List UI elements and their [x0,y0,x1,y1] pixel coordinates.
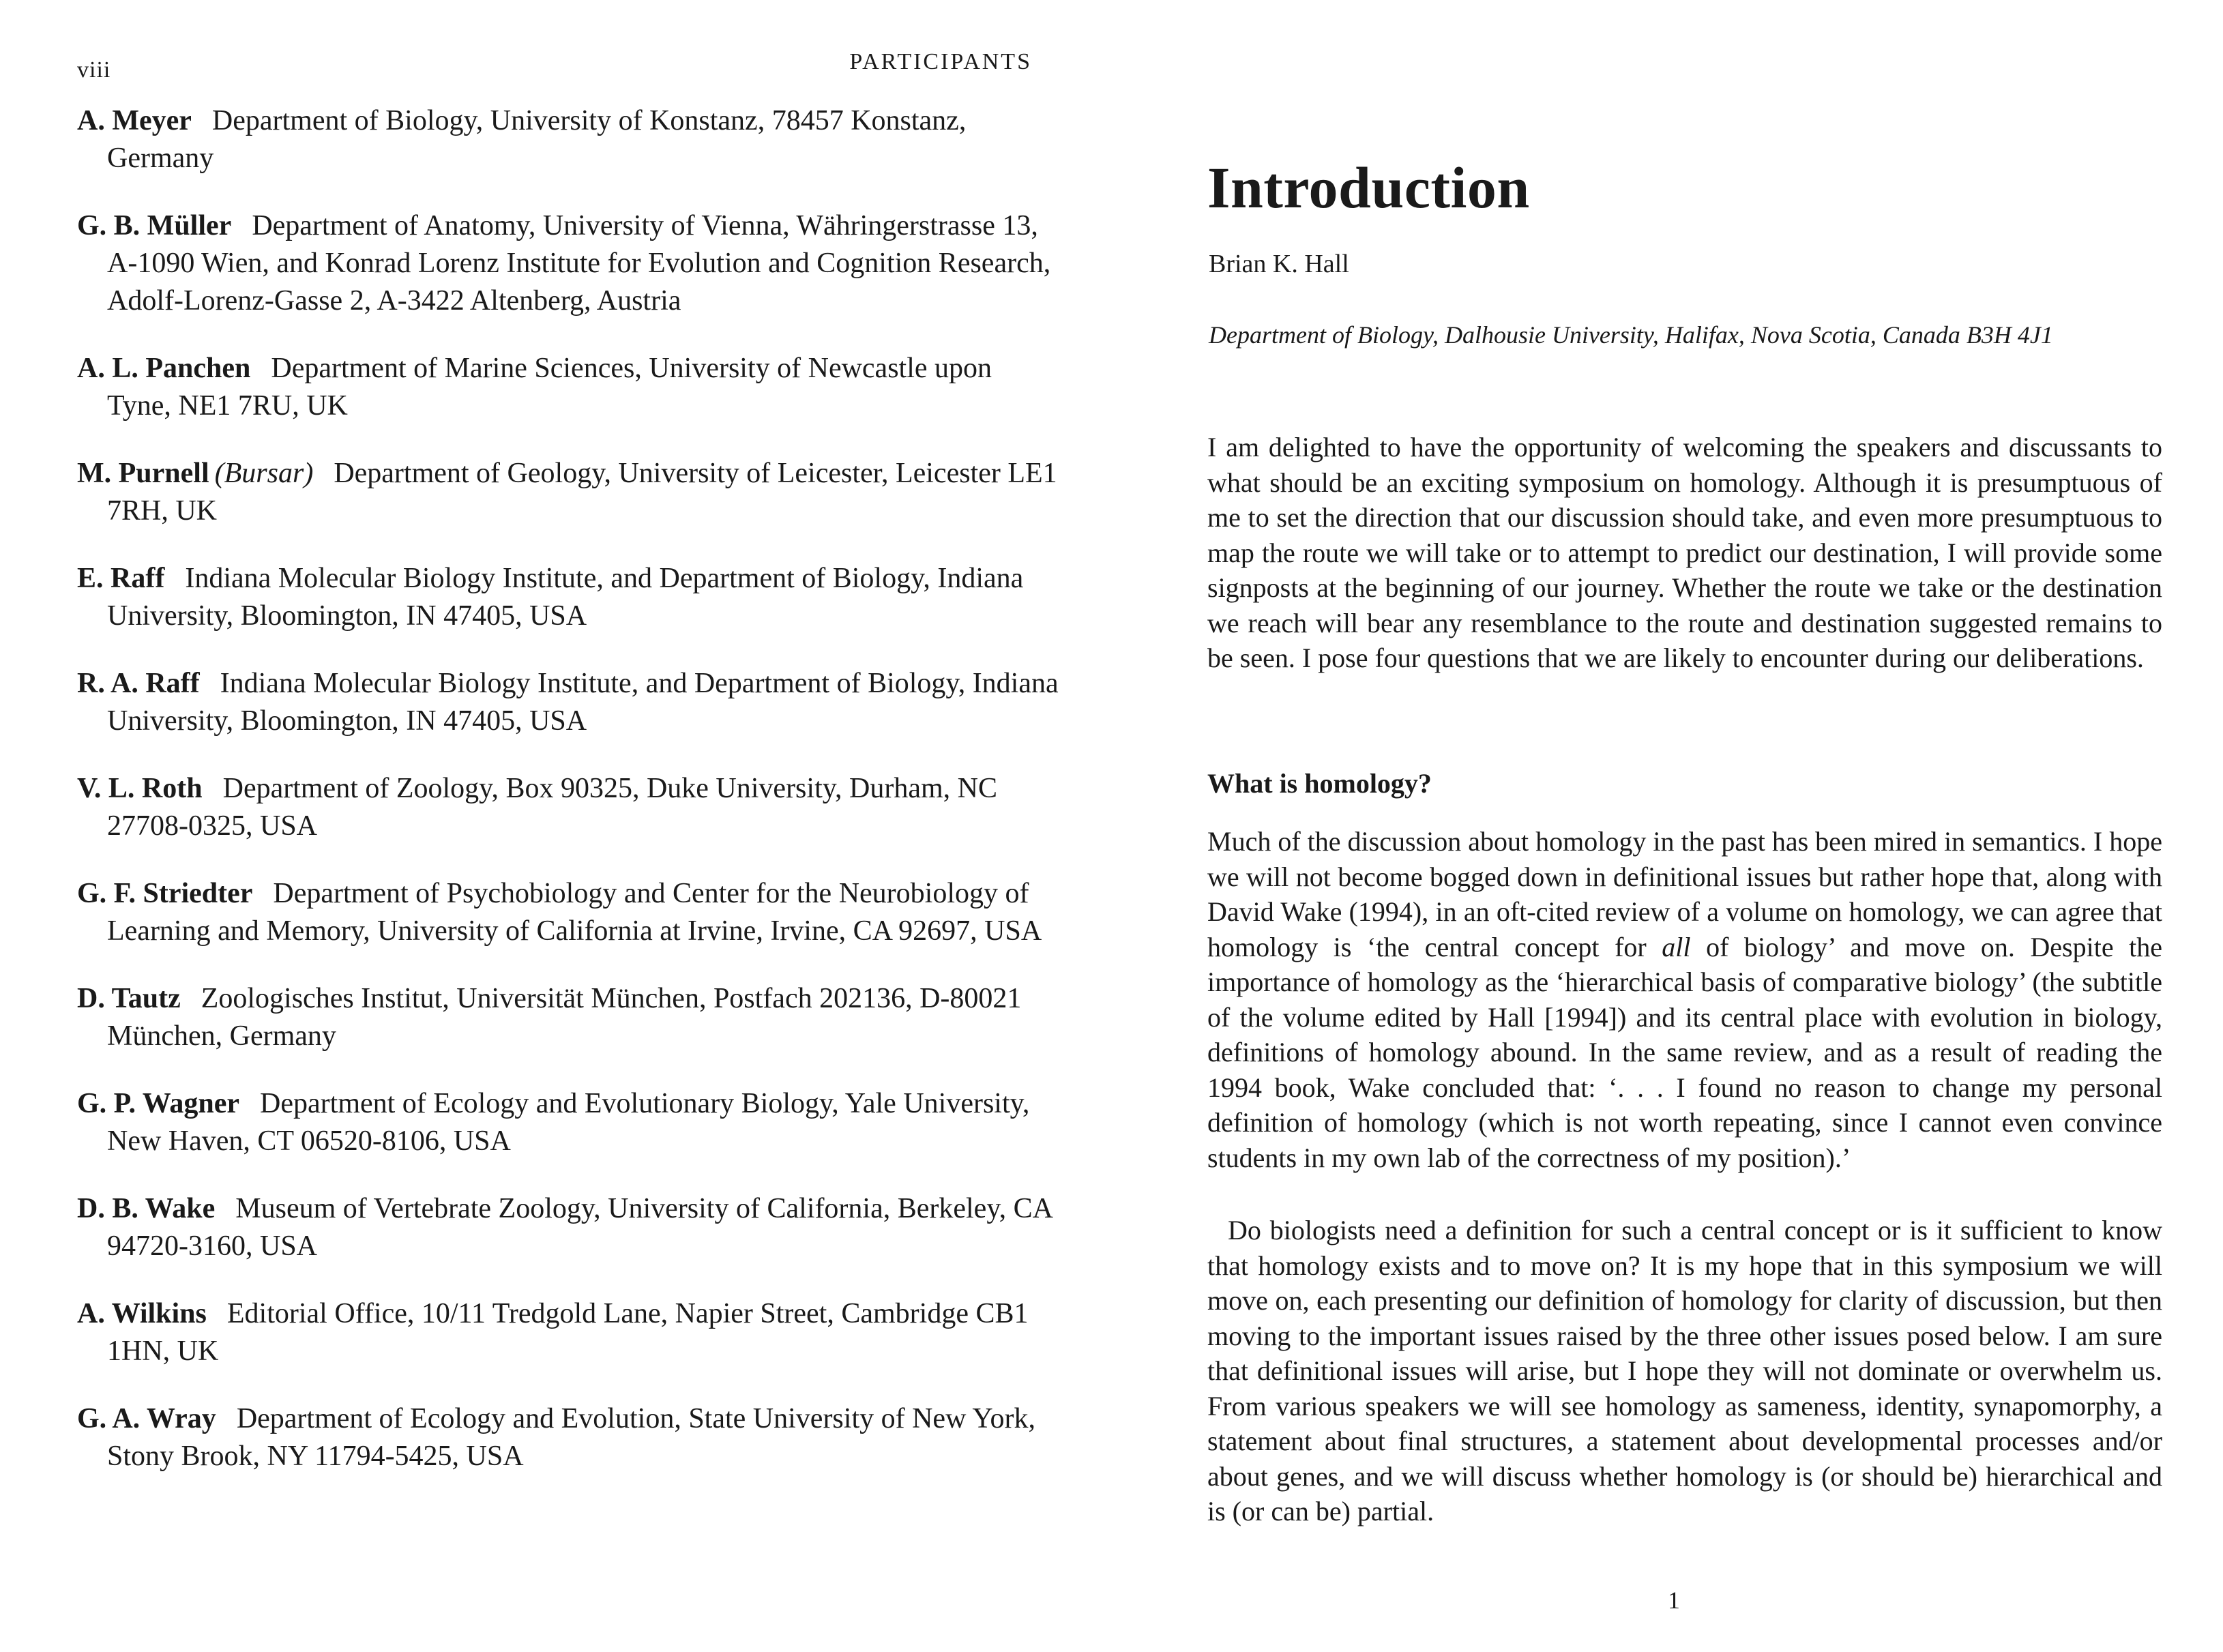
participants-list [77,102,1059,1505]
left-page [0,0,1105,1652]
participant-address: Editorial Office, 10/11 Tredgold Lane, Napier Street, Cambridge CB1 1HN, UK [107,1298,1029,1367]
paragraph-text: of biology’ and move on. Despite the importance of homology as the ‘hierarchical basis of comparative biology’ (the subtitle of the volume edited by Hall [1994]) and its central place with evolution in biology, definitions of homology abound. In the same review, and as a result of reading the 1994 book, Wake concluded that: ‘. . . I found no reason to change my personal definition of homology (which is not worth repeating, since I cannot even convince students in my own lab of the correctness of my position).’ [1207,931,2163,1173]
author-affiliation: Department of Biology, Dalhousie University, Halifax, Nova Scotia, Canada B3H 4J1 [1209,321,2053,349]
participant-entry [77,980,1059,1055]
page-number: 1 [1668,1587,1680,1614]
participant-entry [77,770,1059,845]
participant-address: Indiana Molecular Biology Institute, and Department of Biology, Indiana University, Bloomington, IN 47405, USA [107,668,1059,737]
body-paragraph [1207,824,2162,1175]
participant-address: Department of Ecology and Evolutionary Biology, Yale University, New Haven, CT 06520-8106, USA [107,1088,1030,1157]
participant-address: Department of Marine Sciences, University of Newcastle upon Tyne, NE1 7RU, UK [107,353,992,422]
body-paragraph: Do biologists need a definition for such a central concept or is it sufficient to know that homology exists and to move on? It is my hope that in this symposium we will move on, each presenting our definition of homology for clarity of discussion, but then moving to the important issues raised by the three other issues posed below. I am sure that definitional issues will arise, but I hope they will not dominate or overwhelm us. From various speakers we will see homology as sameness, identity, synapomorphy, a statement about final structures, a statement about developmental processes and/or about genes, and we will discuss whether homology is (or should be) hierarchical and is (or can be) partial. [1207,1215,2162,1526]
participant-name: D. B. Wake [77,1193,216,1224]
running-title: PARTICIPANTS [849,49,1032,74]
participant-entry [77,875,1059,950]
participant-entry [77,455,1059,530]
participant-entry [77,1400,1059,1475]
participant-entry [77,102,1059,177]
participant-entry [77,207,1059,320]
participant-entry [77,1085,1059,1160]
participant-role: (Bursar) [214,458,314,489]
participant-name: G. B. Müller [77,210,232,241]
participant-name: A. Wilkins [77,1298,207,1329]
paragraph-text: Much of the discussion about homology in the past has been mired in semantics. I hope we will not become bogged down in definitional issues but rather hope that, along with David Wake (1994), in an oft-cited review of a volume on homology, we can agree that homology is ‘the central concept for [1207,826,2162,962]
participant-entry [77,560,1059,635]
participant-address: Department of Geology, University of Leicester, Leicester LE1 7RH, UK [107,458,1057,527]
participant-address: Department of Biology, University of Konstanz, 78457 Konstanz, Germany [107,105,967,174]
participant-name: M. Purnell [77,458,209,489]
section-heading: What is homology? [1207,768,1432,799]
participant-name: E. Raff [77,563,165,594]
emphasis-text: all [1662,931,1691,962]
participant-entry [77,350,1059,425]
author-name: Brian K. Hall [1209,250,1349,278]
participant-name: D. Tautz [77,983,181,1014]
participant-address: Department of Psychobiology and Center for the Neurobiology of Learning and Memory, University of California at Irvine, Irvine, CA 92697, USA [107,878,1042,947]
participant-entry [77,1295,1059,1370]
participant-name: G. A. Wray [77,1403,216,1434]
participant-name: A. Meyer [77,105,192,136]
participant-address: Museum of Vertebrate Zoology, University of California, Berkeley, CA 94720-3160, USA [107,1193,1052,1262]
participant-name: V. L. Roth [77,773,203,804]
participant-address: Indiana Molecular Biology Institute, and Department of Biology, Indiana University, Bloomington, IN 47405, USA [107,563,1024,632]
participant-address: Zoologisches Institut, Universität München, Postfach 202136, D-80021 München, Germany [107,983,1022,1052]
running-head [77,49,1032,83]
participant-name: G. P. Wagner [77,1088,240,1119]
participant-name: R. A. Raff [77,668,200,699]
participant-entry [77,665,1059,740]
intro-paragraph: I am delighted to have the opportunity of welcoming the speakers and discussants to what should be an exciting symposium on homology. Although it is presumptuous of me to set the direction that our discussion should take, and even more presumptuous to map the route we will take or to attempt to predict our destination, I will provide some signposts at the beginning of our journey. Whether the route we take or the destination we reach will bear any resemblance to the route and destination suggested remains to be seen. I pose four questions that we are likely to encounter during our deliberations. [1207,432,2162,673]
participant-address: Department of Anatomy, University of Vienna, Währingerstrasse 13, A-1090 Wien, and Konrad Lorenz Institute for Evolution and Cognition Research, Adolf-Lorenz-Gasse 2, A-3422 Altenberg, Austria [107,210,1051,316]
participant-address: Department of Ecology and Evolution, State University of New York, Stony Brook, NY 11794-5425, USA [107,1403,1035,1472]
right-page [1105,0,2223,1652]
participant-name: A. L. Panchen [77,353,251,384]
participant-entry [77,1190,1059,1265]
participant-name: G. F. Striedter [77,878,253,909]
participant-address: Department of Zoology, Box 90325, Duke University, Durham, NC 27708-0325, USA [107,773,997,842]
chapter-title: Introduction [1207,155,1530,220]
page-number: viii [77,57,111,83]
